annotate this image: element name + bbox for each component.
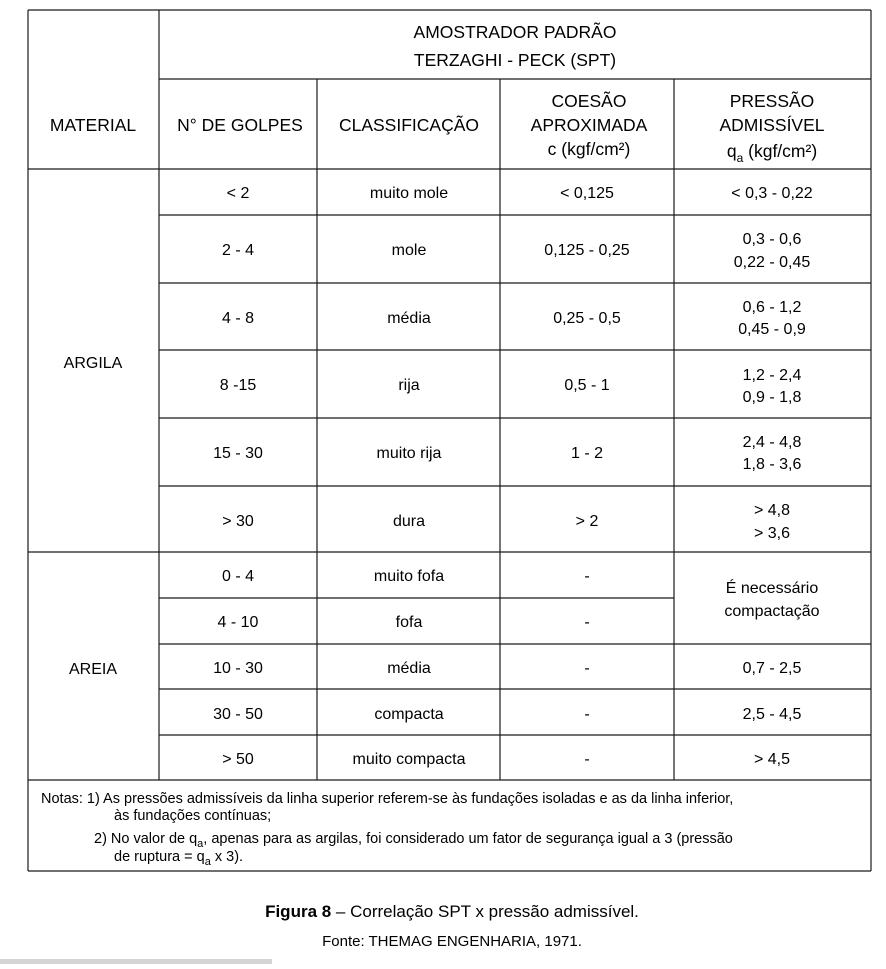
note-2-line-2: de ruptura = $q_a$ x 3).: [114, 849, 244, 868]
col-header-pressao-1: PRESSÃO: [729, 91, 815, 111]
argila-classe: mole: [391, 242, 427, 259]
areia-classe: compacta: [374, 706, 444, 723]
argila-pressao-inferior: 0,9 - 1,8: [742, 389, 802, 406]
argila-classe: muito mole: [369, 185, 449, 202]
argila-golpes: 4 - 8: [221, 310, 255, 327]
header-title-line1: AMOSTRADOR PADRÃO: [413, 22, 617, 42]
argila-golpes: 2 - 4: [221, 242, 255, 259]
argila-golpes: < 2: [226, 185, 250, 202]
page-divider: [0, 959, 272, 964]
argila-golpes: > 30: [222, 513, 254, 530]
areia-pressao-merged-1: É necessário: [725, 580, 819, 597]
figure-caption: Figura 8 – Correlação SPT x pressão admissível.: [265, 902, 639, 921]
col-header-pressao-2: ADMISSÍVEL: [719, 115, 825, 135]
argila-classe: muito rija: [376, 445, 442, 462]
areia-classe: muito fofa: [373, 568, 445, 585]
material-areia: AREIA: [68, 661, 118, 678]
col-header-coesao-3: c (kgf/cm²): [547, 139, 631, 159]
note-1-line-1: Notas: 1) As pressões admissíveis da linha superior referem-se às fundações isoladas e as da linha inferior,: [41, 791, 734, 807]
areia-coesao: -: [584, 614, 590, 631]
material-argila: ARGILA: [63, 355, 123, 372]
areia-classe: média: [387, 660, 431, 677]
areia-coesao: -: [584, 568, 590, 585]
notes: [41, 791, 733, 868]
argila-golpes: 15 - 30: [213, 445, 263, 462]
areia-pressao: 0,7 - 2,5: [742, 660, 802, 677]
col-header-golpes: N° DE GOLPES: [177, 115, 303, 135]
argila-coesao: 1 - 2: [570, 445, 604, 462]
areia-golpes: > 50: [222, 751, 254, 768]
figure-source: Fonte: THEMAG ENGENHARIA, 1971.: [322, 933, 582, 950]
argila-pressao-inferior: > 3,6: [753, 525, 791, 542]
col-header-pressao-3: $q_a$ (kgf/cm²): [726, 141, 818, 165]
areia-pressao: > 4,5: [753, 751, 791, 768]
areia-coesao: -: [584, 660, 590, 677]
argila-classe: rija: [398, 377, 420, 394]
areia-classe: fofa: [395, 614, 423, 631]
areia-pressao: 2,5 - 4,5: [742, 706, 802, 723]
argila-pressao-superior: 1,2 - 2,4: [742, 367, 802, 384]
areia-coesao: -: [584, 751, 590, 768]
argila-coesao: < 0,125: [560, 185, 614, 202]
note-2-line-1: 2) No valor de $q_a$, apenas para as argilas, foi considerado um fator de segurança igual a 3 (pressão: [94, 831, 733, 850]
col-header-coesao-2: APROXIMADA: [530, 115, 648, 135]
argila-coesao: 0,5 - 1: [564, 377, 610, 394]
argila-pressao: < 0,3 - 0,22: [731, 185, 813, 202]
col-header-classificacao: CLASSIFICAÇÃO: [338, 115, 480, 135]
argila-coesao: > 2: [575, 513, 599, 530]
argila-pressao-superior: 2,4 - 4,8: [742, 434, 802, 451]
argila-golpes: 8 -15: [219, 377, 257, 394]
col-header-coesao-1: COESÃO: [551, 91, 627, 111]
areia-golpes: 30 - 50: [213, 706, 263, 723]
note-1-line-2: às fundações contínuas;: [114, 808, 272, 824]
argila-pressao-superior: 0,3 - 0,6: [742, 231, 802, 248]
argila-rows: [213, 185, 813, 542]
argila-pressao-superior: 0,6 - 1,2: [742, 299, 802, 316]
argila-pressao-inferior: 1,8 - 3,6: [742, 456, 802, 473]
areia-classe: muito compacta: [352, 751, 466, 768]
areia-coesao: -: [584, 706, 590, 723]
argila-coesao: 0,125 - 0,25: [544, 242, 630, 259]
argila-classe: média: [387, 310, 431, 327]
areia-pressao-merged-2: compactação: [724, 603, 820, 620]
argila-pressao-inferior: 0,45 - 0,9: [738, 321, 806, 338]
argila-classe: dura: [392, 513, 426, 530]
argila-coesao: 0,25 - 0,5: [553, 310, 621, 327]
areia-golpes: 10 - 30: [213, 660, 263, 677]
argila-pressao-superior: > 4,8: [753, 502, 791, 519]
col-header-material: MATERIAL: [49, 115, 137, 135]
argila-pressao-inferior: 0,22 - 0,45: [733, 254, 811, 271]
areia-golpes: 0 - 4: [221, 568, 255, 585]
header-title-line2: TERZAGHI - PECK (SPT): [413, 50, 617, 70]
areia-golpes: 4 - 10: [217, 614, 259, 631]
